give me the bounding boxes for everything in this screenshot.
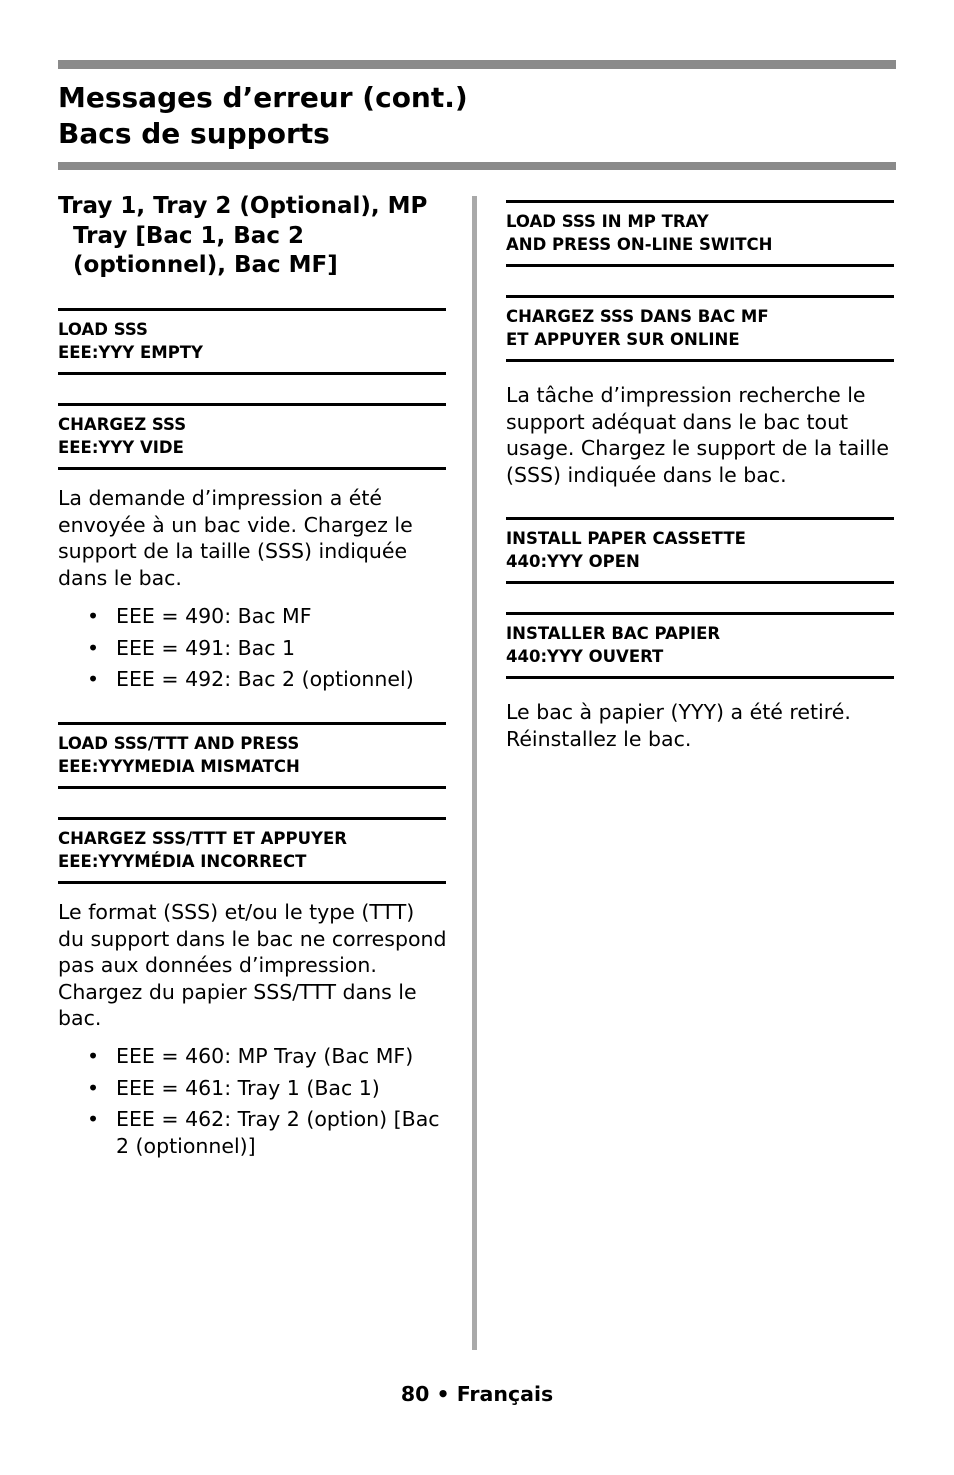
error-message-box: LOAD SSS/TTT AND PRESS EEE:YYYMEDIA MISMATCH	[58, 722, 446, 789]
error-message-box: INSTALLER BAC PAPIER 440:YYY OUVERT	[506, 612, 894, 679]
description-paragraph: La demande d’impression a été envoyée à un bac vide. Chargez le support de la taille (SSS) indiquée dans le bac.	[58, 486, 413, 590]
error-code-list	[58, 1043, 440, 1164]
footer-separator: •	[436, 1382, 450, 1406]
error-message-box: CHARGEZ SSS/TTT ET APPUYER EEE:YYYMÉDIA INCORRECT	[58, 817, 446, 884]
footer-language: Français	[456, 1382, 554, 1406]
header-top-rule	[58, 60, 896, 69]
description-paragraph: La tâche d’impression recherche le support adéquat dans le bac tout usage. Chargez le support de la taille (SSS) indiquée dans le bac.	[506, 383, 889, 487]
error-message-box: LOAD SSS EEE:YYY EMPTY	[58, 308, 446, 375]
page-title	[58, 80, 896, 152]
list-item: • EEE = 491: Bac 1	[87, 635, 296, 660]
list-item: • EEE = 460: MP Tray (Bac MF)	[87, 1044, 414, 1068]
description-paragraph: Le format (SSS) et/ou le type (TTT) du support dans le bac ne correspond pas aux données d’impression. Chargez du papier SSS/TTT dans le bac.	[58, 900, 447, 1030]
section-title: Tray 1, Tray 2 (Optional), MP Tray [Bac 1, Bac 2 (optionnel), Bac MF]	[58, 193, 428, 278]
page-title-line2: Bacs de supports	[58, 117, 330, 150]
error-message-box: CHARGEZ SSS DANS BAC MF ET APPUYER SUR ONLINE	[506, 295, 894, 362]
list-item: • EEE = 492: Bac 2 (optionnel)	[87, 667, 414, 691]
page-footer	[0, 1381, 954, 1407]
list-item: • EEE = 461: Tray 1 (Bac 1)	[87, 1075, 380, 1100]
error-message-box: CHARGEZ SSS EEE:YYY VIDE	[58, 403, 446, 470]
list-item: • EEE = 490: Bac MF	[87, 604, 312, 628]
description-paragraph: Le bac à papier (YYY) a été retiré. Réinstallez le bac.	[506, 700, 851, 751]
error-message-box: INSTALL PAPER CASSETTE 440:YYY OPEN	[506, 517, 894, 584]
column-divider	[472, 196, 477, 1350]
header-bottom-rule	[58, 162, 896, 170]
page-title-line1: Messages d’erreur (cont.)	[58, 81, 468, 114]
error-message-box: LOAD SSS IN MP TRAY AND PRESS ON-LINE SWITCH	[506, 200, 894, 267]
error-code-list	[58, 603, 414, 698]
list-item: • EEE = 462: Tray 2 (option) [Bac 2 (optionnel)]	[87, 1107, 440, 1158]
page-number: 80	[400, 1382, 430, 1406]
